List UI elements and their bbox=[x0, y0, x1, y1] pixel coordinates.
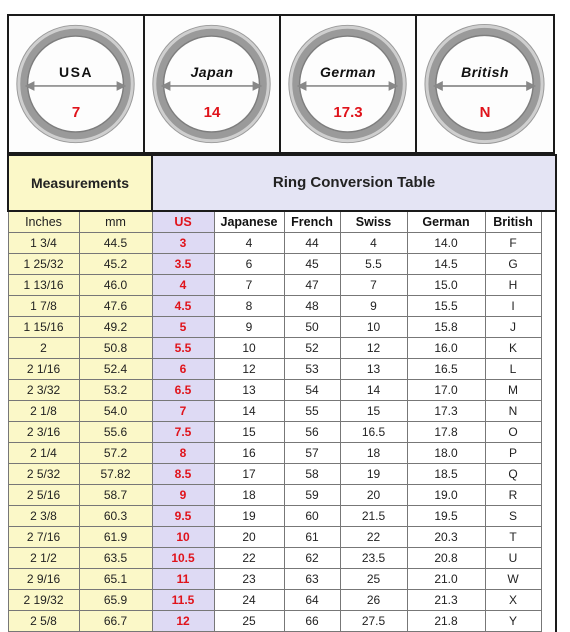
table-title-row bbox=[8, 155, 556, 211]
table-cell: 20 bbox=[214, 527, 284, 548]
table-cell: Y bbox=[485, 611, 541, 632]
table-cell: 61.9 bbox=[79, 527, 152, 548]
table-cell: 61 bbox=[284, 527, 340, 548]
table-cell: 1 13/16 bbox=[8, 275, 79, 296]
table-cell: L bbox=[485, 359, 541, 380]
table-cell: 17.3 bbox=[407, 401, 485, 422]
table-cell: 2 bbox=[8, 338, 79, 359]
table-cell: 24 bbox=[214, 590, 284, 611]
table-row bbox=[8, 359, 556, 380]
table-cell: 2 7/16 bbox=[8, 527, 79, 548]
table-cell: 11 bbox=[152, 569, 214, 590]
table-cell: 27.5 bbox=[340, 611, 407, 632]
table-cell: 13 bbox=[340, 359, 407, 380]
table-cell: 57.82 bbox=[79, 464, 152, 485]
table-cell: 18 bbox=[340, 443, 407, 464]
ring-usa bbox=[9, 16, 145, 152]
table-cell: 55 bbox=[284, 401, 340, 422]
table-cell: 62 bbox=[284, 548, 340, 569]
table-cell: 63.5 bbox=[79, 548, 152, 569]
table-cell: 22 bbox=[340, 527, 407, 548]
table-row bbox=[8, 527, 556, 548]
table-cell: 8 bbox=[214, 296, 284, 317]
table-cell: 2 9/16 bbox=[8, 569, 79, 590]
table-edge bbox=[541, 401, 556, 422]
table-cell: 2 1/16 bbox=[8, 359, 79, 380]
table-cell: 6 bbox=[214, 254, 284, 275]
table-cell: 2 3/16 bbox=[8, 422, 79, 443]
table-cell: J bbox=[485, 317, 541, 338]
table-cell: 17.0 bbox=[407, 380, 485, 401]
table-cell: 2 5/8 bbox=[8, 611, 79, 632]
table-cell: 6 bbox=[152, 359, 214, 380]
table-cell: 26 bbox=[340, 590, 407, 611]
table-edge bbox=[541, 485, 556, 506]
table-edge bbox=[541, 338, 556, 359]
table-cell: 2 3/8 bbox=[8, 506, 79, 527]
table-edge bbox=[541, 275, 556, 296]
ring-icon bbox=[145, 16, 279, 152]
ring-icon bbox=[417, 16, 553, 152]
table-cell: Q bbox=[485, 464, 541, 485]
table-cell: 4 bbox=[340, 233, 407, 254]
table-edge bbox=[541, 233, 556, 254]
table-cell: I bbox=[485, 296, 541, 317]
table-cell: 59 bbox=[284, 485, 340, 506]
table-edge bbox=[541, 464, 556, 485]
table-cell: 58 bbox=[284, 464, 340, 485]
table-edge bbox=[541, 296, 556, 317]
table-cell: 12 bbox=[214, 359, 284, 380]
table-edge bbox=[541, 359, 556, 380]
table-cell: 15.8 bbox=[407, 317, 485, 338]
table-cell: 49.2 bbox=[79, 317, 152, 338]
table-cell: F bbox=[485, 233, 541, 254]
table-cell: 14 bbox=[340, 380, 407, 401]
table-row bbox=[8, 401, 556, 422]
table-cell: G bbox=[485, 254, 541, 275]
column-header: mm bbox=[79, 211, 152, 233]
table-cell: 21.5 bbox=[340, 506, 407, 527]
table-cell: 60 bbox=[284, 506, 340, 527]
table-cell: 20.3 bbox=[407, 527, 485, 548]
table-cell: 64 bbox=[284, 590, 340, 611]
table-cell: 16.5 bbox=[340, 422, 407, 443]
column-header: US bbox=[152, 211, 214, 233]
table-cell: 10 bbox=[214, 338, 284, 359]
table-cell: 47 bbox=[284, 275, 340, 296]
table-cell: 2 1/4 bbox=[8, 443, 79, 464]
ring-japan bbox=[145, 16, 281, 152]
ring-german bbox=[281, 16, 417, 152]
table-cell: 53 bbox=[284, 359, 340, 380]
table-cell: 9 bbox=[340, 296, 407, 317]
table-cell: X bbox=[485, 590, 541, 611]
table-cell: 11.5 bbox=[152, 590, 214, 611]
table-cell: 55.6 bbox=[79, 422, 152, 443]
table-cell: 20.8 bbox=[407, 548, 485, 569]
table-edge bbox=[541, 380, 556, 401]
table-cell: 4 bbox=[152, 275, 214, 296]
table-cell: 50.8 bbox=[79, 338, 152, 359]
ring-size-value: N bbox=[479, 104, 491, 121]
table-cell: 19 bbox=[340, 464, 407, 485]
ring-label: German bbox=[320, 64, 376, 80]
table-cell: H bbox=[485, 275, 541, 296]
table-cell: 4 bbox=[214, 233, 284, 254]
table-cell: 14.0 bbox=[407, 233, 485, 254]
table-body bbox=[8, 155, 556, 632]
table-cell: 1 3/4 bbox=[8, 233, 79, 254]
table-edge bbox=[541, 211, 556, 233]
table-edge bbox=[541, 443, 556, 464]
table-cell: 57.2 bbox=[79, 443, 152, 464]
ring-size-header bbox=[7, 14, 555, 154]
table-row bbox=[8, 275, 556, 296]
table-cell: 23.5 bbox=[340, 548, 407, 569]
table-cell: 15.5 bbox=[407, 296, 485, 317]
table-cell: 15.0 bbox=[407, 275, 485, 296]
table-cell: 54 bbox=[284, 380, 340, 401]
table-cell: 7 bbox=[340, 275, 407, 296]
table-edge bbox=[541, 590, 556, 611]
measurements-header: Measurements bbox=[8, 155, 152, 211]
table-row bbox=[8, 338, 556, 359]
column-header: German bbox=[407, 211, 485, 233]
table-cell: 12 bbox=[340, 338, 407, 359]
table-cell: 47.6 bbox=[79, 296, 152, 317]
table-cell: 44.5 bbox=[79, 233, 152, 254]
table-edge bbox=[541, 506, 556, 527]
table-edge bbox=[541, 569, 556, 590]
ring-label: USA bbox=[58, 64, 94, 80]
ring-icon bbox=[281, 16, 415, 152]
table-cell: 9 bbox=[214, 317, 284, 338]
table-row bbox=[8, 296, 556, 317]
table-row bbox=[8, 233, 556, 254]
table-cell: 56 bbox=[284, 422, 340, 443]
table-cell: 2 1/8 bbox=[8, 401, 79, 422]
table-cell: 3 bbox=[152, 233, 214, 254]
table-cell: 44 bbox=[284, 233, 340, 254]
table-row bbox=[8, 422, 556, 443]
ring-british bbox=[417, 16, 553, 152]
table-row bbox=[8, 590, 556, 611]
table-cell: 1 15/16 bbox=[8, 317, 79, 338]
table-cell: 20 bbox=[340, 485, 407, 506]
table-row bbox=[8, 380, 556, 401]
column-header: French bbox=[284, 211, 340, 233]
table-cell: 16.5 bbox=[407, 359, 485, 380]
table-cell: M bbox=[485, 380, 541, 401]
table-cell: 65.1 bbox=[79, 569, 152, 590]
table-cell: 2 19/32 bbox=[8, 590, 79, 611]
table-edge bbox=[541, 317, 556, 338]
table-cell: W bbox=[485, 569, 541, 590]
table-cell: 19.5 bbox=[407, 506, 485, 527]
table-edge bbox=[541, 422, 556, 443]
table-cell: 5.5 bbox=[152, 338, 214, 359]
table-cell: 65.9 bbox=[79, 590, 152, 611]
ring-icon bbox=[9, 16, 143, 152]
table-cell: 22 bbox=[214, 548, 284, 569]
table-cell: 52 bbox=[284, 338, 340, 359]
ring-conversion-table bbox=[7, 154, 557, 632]
table-cell: 66.7 bbox=[79, 611, 152, 632]
table-cell: S bbox=[485, 506, 541, 527]
table-cell: 48 bbox=[284, 296, 340, 317]
table-cell: 1 7/8 bbox=[8, 296, 79, 317]
table-row bbox=[8, 569, 556, 590]
table-title: Ring Conversion Table bbox=[152, 155, 556, 211]
ring-label: British bbox=[461, 64, 509, 80]
table-cell: T bbox=[485, 527, 541, 548]
table-cell: 66 bbox=[284, 611, 340, 632]
table-cell: K bbox=[485, 338, 541, 359]
ring-label: Japan bbox=[190, 64, 234, 80]
table-cell: P bbox=[485, 443, 541, 464]
ring-size-value: 17.3 bbox=[333, 104, 363, 121]
table-cell: 50 bbox=[284, 317, 340, 338]
table-row bbox=[8, 464, 556, 485]
table-cell: 7 bbox=[214, 275, 284, 296]
column-header: British bbox=[485, 211, 541, 233]
table-cell: 15 bbox=[340, 401, 407, 422]
table-cell: 60.3 bbox=[79, 506, 152, 527]
table-cell: 6.5 bbox=[152, 380, 214, 401]
table-row bbox=[8, 611, 556, 632]
table-cell: 18 bbox=[214, 485, 284, 506]
table-cell: 21.8 bbox=[407, 611, 485, 632]
table-cell: 19 bbox=[214, 506, 284, 527]
table-edge bbox=[541, 611, 556, 632]
table-row bbox=[8, 443, 556, 464]
table-cell: 17 bbox=[214, 464, 284, 485]
table-cell: 8 bbox=[152, 443, 214, 464]
table-cell: 2 3/32 bbox=[8, 380, 79, 401]
table-cell: 14 bbox=[214, 401, 284, 422]
table-cell: 19.0 bbox=[407, 485, 485, 506]
column-header: Swiss bbox=[340, 211, 407, 233]
table-cell: 21.3 bbox=[407, 590, 485, 611]
table-cell: 7 bbox=[152, 401, 214, 422]
table-cell: 5.5 bbox=[340, 254, 407, 275]
table-cell: 18.0 bbox=[407, 443, 485, 464]
table-edge bbox=[541, 527, 556, 548]
table-cell: 18.5 bbox=[407, 464, 485, 485]
table-cell: 45 bbox=[284, 254, 340, 275]
ring-size-value: 7 bbox=[71, 104, 81, 121]
table-cell: 5 bbox=[152, 317, 214, 338]
table-cell: 57 bbox=[284, 443, 340, 464]
table-cell: 16.0 bbox=[407, 338, 485, 359]
column-header: Inches bbox=[8, 211, 79, 233]
table-cell: 2 5/32 bbox=[8, 464, 79, 485]
table-row bbox=[8, 485, 556, 506]
table-edge bbox=[541, 548, 556, 569]
table-row bbox=[8, 548, 556, 569]
table-cell: 9 bbox=[152, 485, 214, 506]
table-cell: 58.7 bbox=[79, 485, 152, 506]
table-cell: 10 bbox=[152, 527, 214, 548]
table-cell: 25 bbox=[214, 611, 284, 632]
table-row bbox=[8, 506, 556, 527]
table-cell: N bbox=[485, 401, 541, 422]
table-cell: 9.5 bbox=[152, 506, 214, 527]
table-cell: 21.0 bbox=[407, 569, 485, 590]
table-cell: 53.2 bbox=[79, 380, 152, 401]
table-cell: U bbox=[485, 548, 541, 569]
table-cell: 2 1/2 bbox=[8, 548, 79, 569]
table-cell: 2 5/16 bbox=[8, 485, 79, 506]
ring-size-value: 14 bbox=[203, 104, 221, 121]
table-cell: 15 bbox=[214, 422, 284, 443]
table-cell: 10 bbox=[340, 317, 407, 338]
table-cell: 16 bbox=[214, 443, 284, 464]
table-cell: 1 25/32 bbox=[8, 254, 79, 275]
table-cell: 12 bbox=[152, 611, 214, 632]
column-header: Japanese bbox=[214, 211, 284, 233]
table-cell: 25 bbox=[340, 569, 407, 590]
table-cell: 14.5 bbox=[407, 254, 485, 275]
table-cell: 45.2 bbox=[79, 254, 152, 275]
table-cell: 13 bbox=[214, 380, 284, 401]
table-cell: O bbox=[485, 422, 541, 443]
table-cell: 17.8 bbox=[407, 422, 485, 443]
table-cell: 10.5 bbox=[152, 548, 214, 569]
table-cell: 52.4 bbox=[79, 359, 152, 380]
table-cell: 23 bbox=[214, 569, 284, 590]
column-header-row bbox=[8, 211, 556, 233]
table-cell: 46.0 bbox=[79, 275, 152, 296]
table-cell: 4.5 bbox=[152, 296, 214, 317]
table-cell: 7.5 bbox=[152, 422, 214, 443]
table-row bbox=[8, 317, 556, 338]
table-cell: 54.0 bbox=[79, 401, 152, 422]
table-edge bbox=[541, 254, 556, 275]
table-cell: 63 bbox=[284, 569, 340, 590]
table-cell: 8.5 bbox=[152, 464, 214, 485]
table-row bbox=[8, 254, 556, 275]
table-cell: R bbox=[485, 485, 541, 506]
table-cell: 3.5 bbox=[152, 254, 214, 275]
